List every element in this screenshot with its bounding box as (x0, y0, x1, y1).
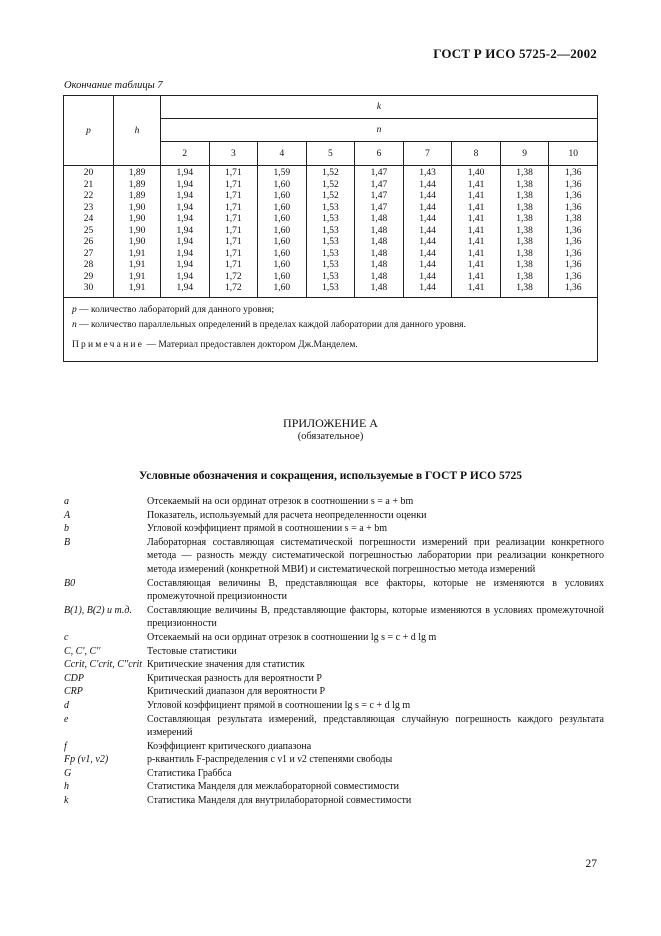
table-cell: 1,44 (419, 191, 436, 201)
table-cell: 1,47 (370, 191, 388, 201)
symbol-row (64, 740, 604, 754)
symbol-description: Критический диапазон для вероятности P (147, 686, 326, 698)
symbol-description: Лабораторная составляющая систематической погрешности измерений при реализации конкретного метода — разность между систематической погрешностью лаборатории при реализации конкретного метода измерений (конкретной МВИ) и систематической погрешностью метода измерений (147, 536, 604, 575)
n-value-header: 3 (209, 142, 258, 166)
table-cell: 1,91 (128, 283, 146, 293)
column-k-4 (258, 166, 307, 298)
symbol: k (64, 795, 69, 807)
column-k-7 (403, 166, 452, 298)
table-cell: 1,38 (516, 271, 533, 282)
symbol: CDP (64, 672, 84, 684)
table-cell: 1,89 (128, 191, 146, 201)
table-cell: 1,59 (273, 168, 291, 178)
table-cell: 1,38 (516, 191, 533, 201)
table-cell: 1,91 (128, 271, 146, 282)
n-value-header: 10 (549, 142, 598, 166)
table-cell: 1,89 (128, 168, 146, 178)
table-cell: 1,41 (467, 179, 485, 190)
table-cell: 1,48 (370, 214, 388, 224)
table-cell: 1,53 (322, 271, 339, 282)
table-cell: 1,38 (516, 214, 533, 224)
table-cell: 1,94 (176, 214, 194, 224)
table-footnotes (64, 297, 598, 361)
table-cell: 1,41 (467, 202, 485, 213)
symbol-row (64, 509, 604, 523)
table-cell: 1,48 (370, 248, 388, 259)
symbol: B (64, 536, 71, 548)
symbol-row (64, 604, 604, 631)
table-cell: 22 (83, 191, 94, 201)
n-value-header: 6 (355, 142, 404, 166)
table-cell: 1,60 (273, 260, 291, 270)
symbol-row (64, 713, 604, 740)
column-k-5 (306, 166, 355, 298)
table-cell: 1,71 (225, 214, 242, 224)
table-cell: 1,71 (225, 202, 242, 213)
table-cell: 1,53 (322, 283, 339, 293)
table-cell: 1,94 (176, 191, 194, 201)
symbol: h (64, 781, 69, 793)
column-k-10 (549, 166, 598, 298)
symbol-description: Отсекаемый на оси ординат отрезок в соотношении lg s = c + d lg m (147, 631, 437, 643)
table-cell: 1,41 (467, 248, 485, 259)
table-cell: 1,38 (516, 260, 533, 270)
table-cell: 1,53 (322, 248, 339, 259)
col-header-p: p (64, 96, 114, 166)
symbol-row (64, 658, 604, 672)
symbol-description: p-квантиль F-распределения с ν1 и ν2 степенями свободы (147, 754, 393, 766)
symbol-description: Угловой коэффициент прямой в соотношении lg s = c + d lg m (147, 699, 411, 711)
table-cell: 1,38 (564, 214, 582, 224)
table-cell: 1,52 (322, 191, 339, 201)
table-cell: 25 (83, 225, 94, 236)
page-number: 27 (585, 858, 597, 870)
footnote-p: p — количество лабораторий для данного уровня; (72, 304, 274, 315)
table-cell: 1,53 (322, 260, 339, 270)
table-cell: 1,47 (370, 202, 388, 213)
table-cell: 1,36 (564, 179, 582, 190)
table-cell: 1,91 (128, 260, 146, 270)
table-cell: 1,71 (225, 237, 242, 247)
table-cell: 1,43 (419, 168, 436, 178)
symbol: G (64, 767, 72, 779)
n-value-header: 9 (500, 142, 549, 166)
table-cell: 1,48 (370, 260, 388, 270)
footnote-n: n — количество параллельных определений в пределах каждой лаборатории для данного уровня. (72, 319, 466, 330)
symbol-row (64, 536, 604, 577)
symbol-description: Статистика Манделя для межлабораторной совместимости (147, 781, 399, 793)
table-cell: 1,71 (225, 191, 242, 201)
symbol: e (64, 713, 69, 725)
table-cell: 1,53 (322, 202, 339, 213)
table-caption: Окончание таблицы 7 (64, 80, 163, 91)
table-cell: 1,41 (467, 283, 485, 293)
symbol-row (64, 753, 604, 767)
table-cell: 1,38 (516, 168, 533, 178)
symbol: A (64, 509, 71, 521)
symbols-list (64, 495, 604, 808)
table-cell: 1,71 (225, 225, 242, 236)
symbol-description: Составляющая результата измерений, представляющая случайную погрешность каждого результата измерений (147, 713, 604, 739)
table-cell: 1,94 (176, 237, 194, 247)
table-cell: 1,41 (467, 271, 485, 282)
table-note: Примечание — Материал предоставлен доктором Дж.Манделем. (72, 339, 358, 350)
table-7 (63, 95, 598, 362)
table-cell: 1,72 (225, 283, 242, 293)
table-cell: 1,44 (419, 248, 436, 259)
table-cell: 1,94 (176, 179, 194, 190)
symbol: C, C', C'' (64, 645, 101, 657)
column-k-3 (209, 166, 258, 298)
table-cell: 26 (83, 237, 94, 247)
table-cell: 1,60 (273, 283, 291, 293)
table-cell: 1,41 (467, 237, 485, 247)
table-cell: 1,60 (273, 191, 291, 201)
table-cell: 24 (83, 214, 94, 224)
table-cell: 1,44 (419, 179, 436, 190)
symbol-description: Статистика Граббса (147, 767, 232, 779)
table-cell: 1,38 (516, 225, 533, 236)
table-cell: 1,38 (516, 283, 533, 293)
symbol-row (64, 645, 604, 659)
symbol: f (64, 740, 67, 752)
table-cell: 1,90 (128, 202, 146, 213)
table-cell: 1,91 (128, 248, 146, 259)
table-cell: 1,48 (370, 271, 388, 282)
table-cell: 1,94 (176, 248, 194, 259)
symbol-description: Статистика Манделя для внутрилабораторной совместимости (147, 795, 412, 807)
table-cell: 1,41 (467, 260, 485, 270)
table-cell: 1,52 (322, 168, 339, 178)
running-header: ГОСТ Р ИСО 5725-2—2002 (433, 46, 597, 61)
table-cell: 20 (83, 168, 94, 178)
table-cell: 1,60 (273, 271, 291, 282)
table-cell: 1,72 (225, 271, 242, 282)
symbol: B(1), B(2) и т.д. (64, 604, 132, 616)
table-cell: 27 (83, 248, 94, 259)
column-p (64, 166, 114, 298)
table-cell: 1,38 (516, 202, 533, 213)
table-cell: 1,44 (419, 283, 436, 293)
symbol-row (64, 794, 604, 808)
table-cell: 1,48 (370, 225, 388, 236)
symbol-row (64, 685, 604, 699)
table-cell: 1,71 (225, 179, 242, 190)
symbol-description: Составляющие величины B, представляющие факторы, которые изменяются в условиях промежуточной прецизионности (147, 604, 604, 630)
symbol: Fp (ν1, ν2) (64, 754, 109, 766)
symbol-description: Отсекаемый на оси ординат отрезок в соотношении s = a + bm (147, 496, 414, 507)
table-cell: 1,36 (564, 168, 582, 178)
symbol-row (64, 631, 604, 645)
symbol-description: Показатель, используемый для расчета неопределенности оценки (147, 509, 427, 521)
table-cell: 1,44 (419, 271, 436, 282)
table-cell: 28 (83, 260, 94, 270)
table-cell: 1,94 (176, 260, 194, 270)
table-cell: 1,36 (564, 202, 582, 213)
symbol: Ccrit, C'crit, C''crit (64, 659, 143, 671)
table-cell: 1,41 (467, 225, 485, 236)
n-value-header: 2 (161, 142, 210, 166)
table-cell: 1,94 (176, 271, 194, 282)
table-cell: 1,60 (273, 179, 291, 190)
symbol-row (64, 699, 604, 713)
symbol: c (64, 631, 69, 643)
col-header-h: h (114, 96, 161, 166)
table-cell: 1,71 (225, 248, 242, 259)
table-cell: 1,41 (467, 191, 485, 201)
symbol: CRP (64, 686, 83, 698)
table-cell: 1,94 (176, 225, 194, 236)
table-cell: 1,94 (176, 202, 194, 213)
table-cell: 1,53 (322, 225, 339, 236)
table-cell: 1,71 (225, 168, 242, 178)
table-cell: 1,60 (273, 248, 291, 259)
col-header-n: n (161, 119, 598, 142)
table-cell: 1,71 (225, 260, 242, 270)
table-cell: 1,53 (322, 237, 339, 247)
appendix-subtitle: (обязательное) (297, 431, 364, 442)
table-cell: 1,60 (273, 225, 291, 236)
symbol: B0 (64, 577, 76, 589)
table-cell: 1,38 (516, 248, 533, 259)
symbol-row (64, 522, 604, 536)
table-cell: 1,60 (273, 214, 291, 224)
table-cell: 1,36 (564, 283, 582, 293)
table-cell: 1,52 (322, 179, 339, 190)
table-cell: 1,38 (516, 179, 533, 190)
symbol-description: Тестовые статистики (147, 645, 237, 657)
column-k-2 (161, 166, 210, 298)
table-cell: 1,94 (176, 283, 194, 293)
table-cell: 1,44 (419, 202, 436, 213)
symbol-row (64, 577, 604, 604)
table-cell: 23 (83, 202, 94, 213)
column-k-8 (452, 166, 501, 298)
symbol-description: Критическая разность для вероятности P (147, 672, 322, 684)
column-k-6 (355, 166, 404, 298)
symbol-row (64, 767, 604, 781)
table-cell: 1,47 (370, 168, 388, 178)
table-cell: 1,40 (467, 168, 485, 178)
table-cell: 1,36 (564, 260, 582, 270)
column-h (114, 166, 161, 298)
table-cell: 1,36 (564, 271, 582, 282)
table-cell: 1,47 (370, 179, 388, 190)
appendix-heading: Условные обозначения и сокращения, используемые в ГОСТ Р ИСО 5725 (139, 470, 522, 482)
symbol-row (64, 780, 604, 794)
table-cell: 30 (83, 283, 94, 293)
table-cell: 1,53 (322, 214, 339, 224)
table-cell: 1,38 (516, 237, 533, 247)
symbol: a (64, 496, 69, 507)
table-cell: 1,36 (564, 191, 582, 201)
table-cell: 1,44 (419, 214, 436, 224)
table-cell: 1,44 (419, 225, 436, 236)
table-cell: 1,44 (419, 260, 436, 270)
table-cell: 1,36 (564, 237, 582, 247)
table-cell: 1,48 (370, 283, 388, 293)
table-cell: 29 (83, 271, 94, 282)
n-value-header: 5 (306, 142, 355, 166)
table-cell: 1,36 (564, 225, 582, 236)
symbol-row (64, 495, 604, 509)
table-cell: 1,90 (128, 237, 146, 247)
table-cell: 1,48 (370, 237, 388, 247)
col-header-k: k (161, 96, 598, 119)
table-cell: 1,60 (273, 237, 291, 247)
column-k-9 (500, 166, 549, 298)
table-cell: 21 (83, 179, 94, 190)
n-value-header: 7 (403, 142, 452, 166)
appendix-title: ПРИЛОЖЕНИЕ А (283, 416, 378, 430)
symbol-description: Составляющая величины B, представляющая все факторы, которые не изменяются в условиях промежуточной прецизионности (147, 577, 604, 603)
table-cell: 1,36 (564, 248, 582, 259)
n-value-header: 4 (258, 142, 307, 166)
table-cell: 1,60 (273, 202, 291, 213)
table-cell: 1,89 (128, 179, 146, 190)
symbol-description: Угловой коэффициент прямой в соотношении s = a + bm (147, 523, 388, 535)
table-cell: 1,44 (419, 237, 436, 247)
symbol-description: Коэффициент критического диапазона (147, 740, 312, 752)
table-cell: 1,90 (128, 214, 146, 224)
table-cell: 1,90 (128, 225, 146, 236)
symbol-row (64, 672, 604, 686)
symbol: d (64, 699, 69, 711)
symbol-description: Критические значения для статистик (147, 659, 305, 671)
table-cell: 1,41 (467, 214, 485, 224)
table-cell: 1,94 (176, 168, 194, 178)
symbol: b (64, 523, 69, 535)
n-value-header: 8 (452, 142, 501, 166)
